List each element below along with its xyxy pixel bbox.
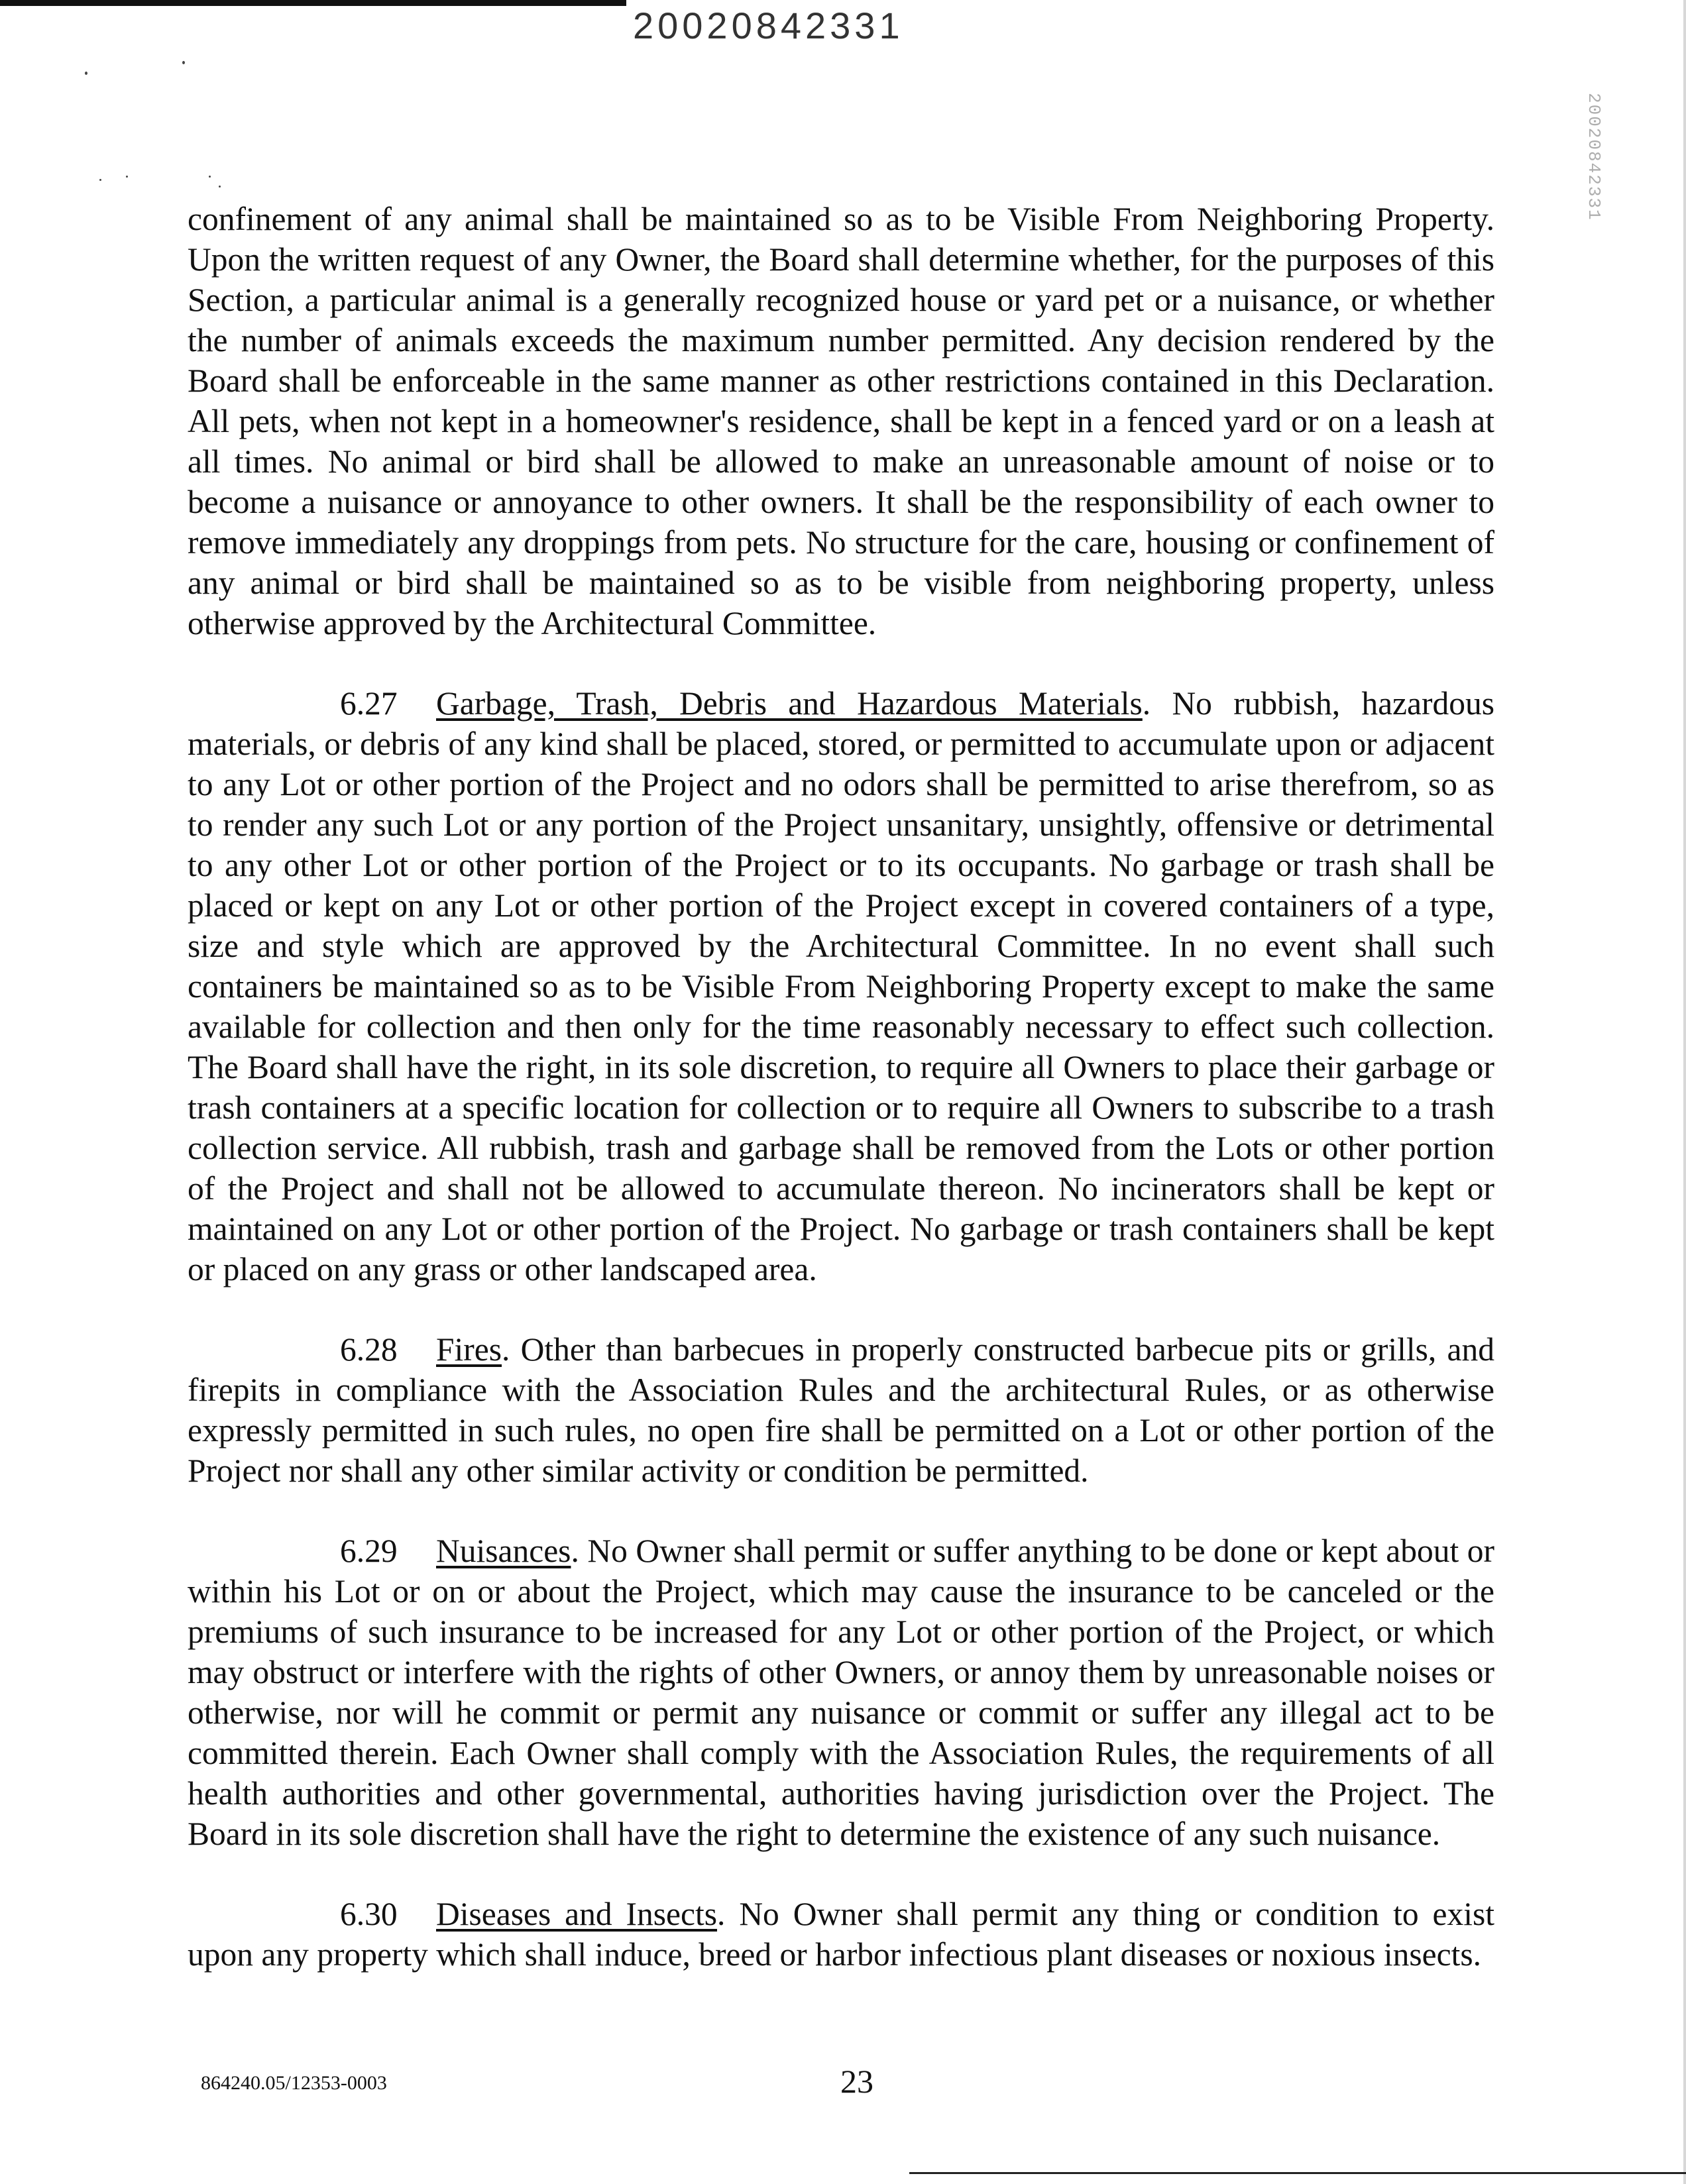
paragraph-continuation: confinement of any animal shall be maintained so as to be Visible From Neighboring Property. Upon the written request of any Owner, the Board shall determine whether, for the purposes of this Section, a particular animal is a generally recognized house or yard pet or a nuisance, or whether the number of animals exceeds the maximum number permitted. Any decision rendered by the Board shall be enforceable in the same manner as other restrictions contained in this Declaration. All pets, when not kept in a homeowner's residence, shall be kept in a fenced yard or on a leash at all times. No animal or bird shall be allowed to make an unreasonable amount of noise or to become a nuisance or annoyance to other owners. It shall be the responsibility of each owner to remove immediately any droppings from pets. No structure for the care, housing or confinement of any animal or bird shall be maintained so as to be visible from neighboring property, unless otherwise approved by the Architectural Committee. (188, 201, 1494, 641)
scan-edge (1683, 0, 1686, 2184)
scan-speck (182, 61, 185, 64)
scan-speck (126, 176, 128, 178)
section-6-27: 6.27 Garbage, Trash, Debris and Hazardous Materials. No rubbish, hazardous materials, or debris of any kind shall be placed, stored, or permitted to accumulate upon or adjacent to any Lot or other portion of the Project and no odors shall be permitted to arise therefrom, so as to render any such Lot or any portion of the Project unsanitary, unsightly, offensive or detrimental to any other Lot or other portion of the Project or to its occupants. No garbage or trash shall be placed or kept on any Lot or other portion of the Project except in covered containers of a type, size and style which are approved by the Architectural Committee. In no event shall such containers be maintained so as to be Visible From Neighboring Property except to make the same available for collection and then only for the time reasonably necessary to effect such collection. The Board shall have the right, in its sole discretion, to require all Owners to place their garbage or trash containers at a specific location for collection or to require all Owners to subscribe to a trash collection service. All rubbish, trash and garbage shall be removed from the Lots or other portion of the Project and shall not be allowed to accumulate thereon. No incinerators shall be kept or maintained on any Lot or other portion of the Project. No garbage or trash containers shall be kept or placed on any grass or other landscaped area. (188, 683, 1494, 1289)
section-body: No Owner shall permit or suffer anything to be done or kept about or within his Lot or on or about the Project, which may cause the insurance to be canceled or the premiums of such insurance to be increased for any Lot or other portion of the Project, or which may obstruct or interfere with the rights of other Owners, or annoy them by unreasonable noises or otherwise, nor will he commit or permit any nuisance or commit or suffer any illegal act to be committed therein. Each Owner shall comply with the Association Rules, the requirements of all health authorities and other governmental, authorities having jurisdiction over the Project. The Board in its sole discretion shall have the right to determine the existence of any such nuisance. (188, 1533, 1494, 1852)
section-title: Nuisances (436, 1533, 571, 1569)
section-number: 6.27 (340, 685, 398, 722)
section-title: Fires (436, 1331, 502, 1368)
section-number: 6.28 (340, 1331, 398, 1368)
section-6-28: 6.28 Fires. Other than barbecues in properly constructed barbecue pits or grills, and firepits in compliance with the Association Rules and the architectural Rules, or as otherwise expressly permitted in such rules, no open fire shall be permitted on a Lot or other portion of the Project nor shall any other similar activity or condition be permitted. (188, 1329, 1494, 1491)
top-scan-rule (0, 0, 626, 6)
section-number: 6.29 (340, 1533, 398, 1569)
section-number: 6.30 (340, 1896, 398, 1932)
section-body: Other than barbecues in properly constructed barbecue pits or grills, and firepits in compliance with the Association Rules and the architectural Rules, or as otherwise expressly permitted in such rules, no open fire shall be permitted on a Lot or other portion of the Project nor shall any other similar activity or condition be permitted. (188, 1331, 1495, 1489)
document-number: 20020842331 (633, 5, 904, 46)
section-body: No rubbish, hazardous materials, or debris of any kind shall be placed, stored, or permitted to accumulate upon or adjacent to any Lot or other portion of the Project and no odors shall be permitted to arise therefrom, so as to render any such Lot or any portion of the Project unsanitary, unsightly, offensive or detrimental to any other Lot or other portion of the Project or to its occupants. No garbage or trash shall be placed or kept on any Lot or other portion of the Project except in covered containers of a type, size and style which are approved by the Architectural Committee. In no event shall such containers be maintained so as to be Visible From Neighboring Property except to make the same available for collection and then only for the time reasonably necessary to effect such collection. The Board shall have the right, in its sole discretion, to require all Owners to place their garbage or trash containers at a specific location for collection or to require all Owners to subscribe to a trash collection service. All rubbish, trash and garbage shall be removed from the Lots or other portion of the Project and shall not be allowed to accumulate thereon. No incinerators shall be kept or maintained on any Lot or other portion of the Project. No garbage or trash containers shall be kept or placed on any grass or other landscaped area. (188, 685, 1494, 1287)
margin-stamp: 20020842331 (1584, 93, 1604, 221)
page-number: 23 (840, 2063, 873, 2100)
scan-speck (209, 176, 211, 178)
scan-speck (219, 186, 221, 188)
document-body (188, 199, 1494, 2014)
scan-speck (99, 179, 101, 181)
section-6-29: 6.29 Nuisances. No Owner shall permit or suffer anything to be done or kept about or within his Lot or on or about the Project, which may cause the insurance to be canceled or the premiums of such insurance to be increased for any Lot or other portion of the Project, or which may obstruct or interfere with the rights of other Owners, or annoy them by unreasonable noises or otherwise, nor will he commit or permit any nuisance or commit or suffer any illegal act to be committed therein. Each Owner shall comply with the Association Rules, the requirements of all health authorities and other governmental, authorities having jurisdiction over the Project. The Board in its sole discretion shall have the right to determine the existence of any such nuisance. (188, 1531, 1494, 1854)
section-6-30: 6.30 Diseases and Insects. No Owner shall permit any thing or condition to exist upon any property which shall induce, breed or harbor infectious plant diseases or noxious insects. (188, 1894, 1494, 1975)
footer-doc-code: 864240.05/12353-0003 (201, 2072, 387, 2094)
scan-speck (85, 72, 87, 75)
section-title: Garbage, Trash, Debris and Hazardous Materials (436, 685, 1143, 722)
section-body: No Owner shall permit any thing or condition to exist upon any property which shall induce, breed or harbor infectious plant diseases or noxious insects. (188, 1896, 1495, 1973)
bottom-scan-rule (909, 2172, 1686, 2174)
section-title: Diseases and Insects (436, 1896, 717, 1932)
